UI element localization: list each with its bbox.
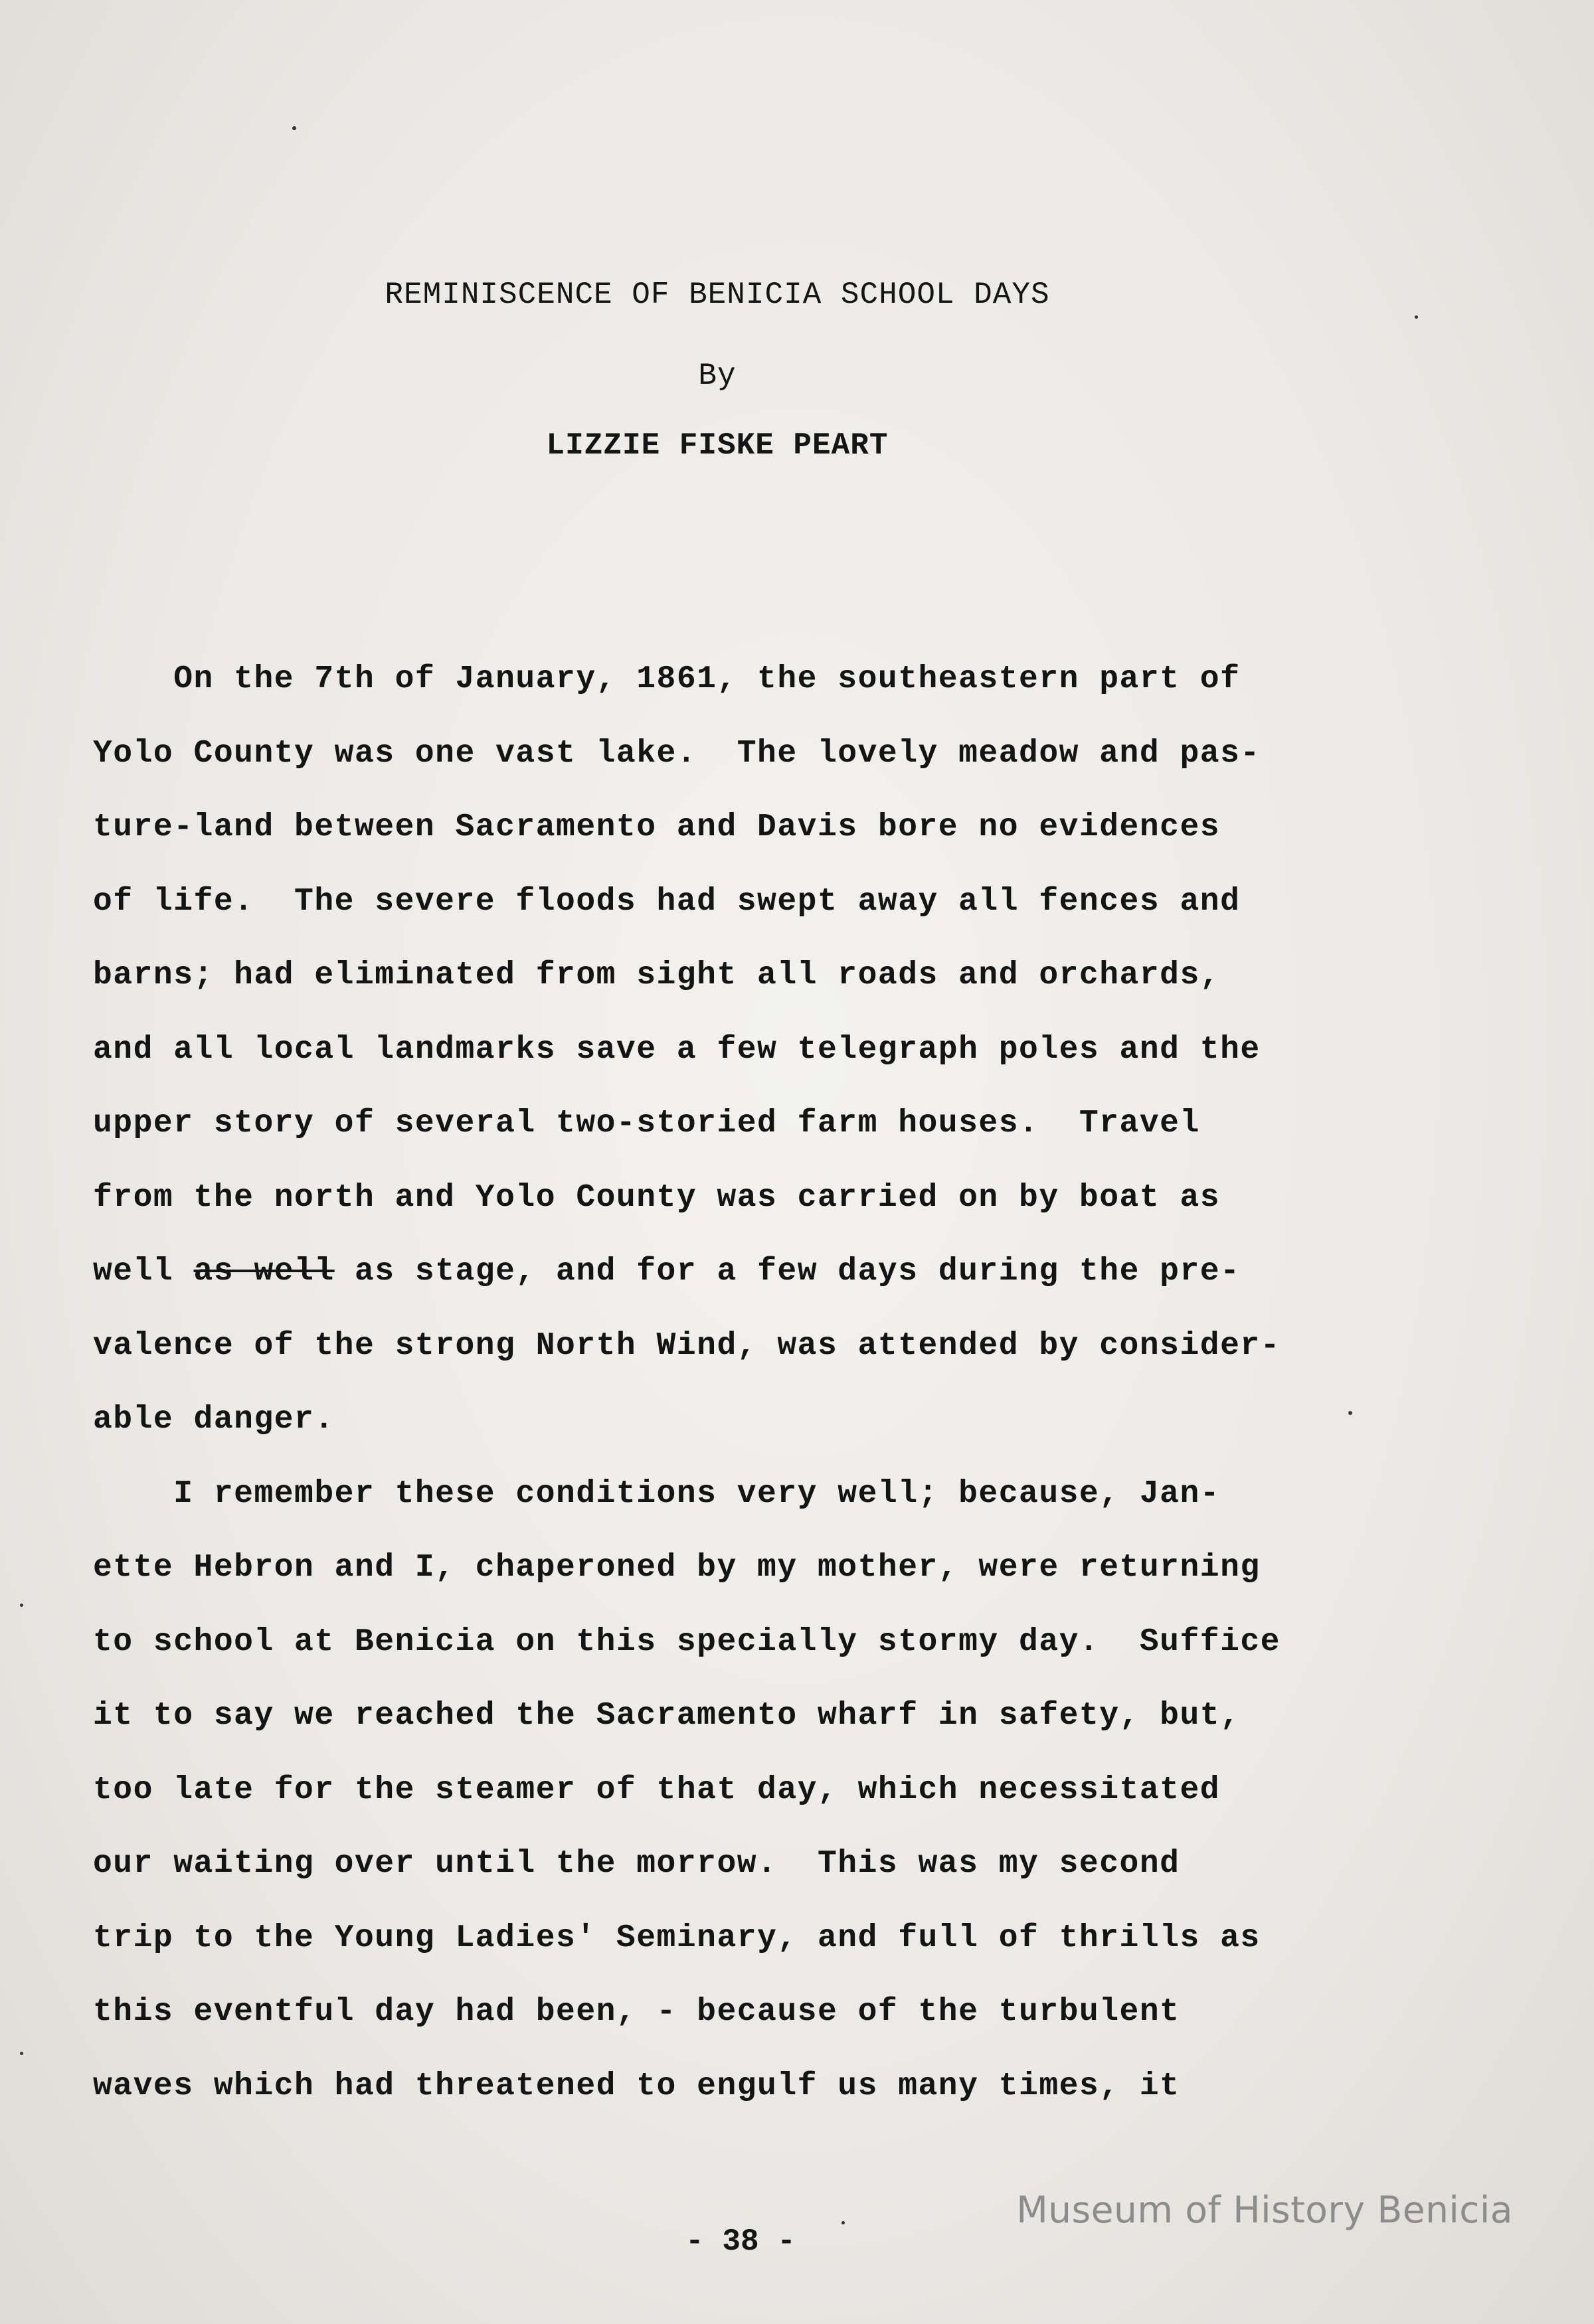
text-line: it to say we reached the Sacramento wharf in safety, but, bbox=[93, 1698, 1241, 1734]
document-title: REMINISCENCE OF BENICIA SCHOOL DAYS bbox=[385, 278, 1050, 312]
text-line: and all local landmarks save a few telegraph poles and the bbox=[93, 1031, 1261, 1068]
text-line: trip to the Young Ladies' Seminary, and full of thrills as bbox=[93, 1920, 1261, 1956]
text-line: I remember these conditions very well; because, Jan- bbox=[93, 1475, 1221, 1512]
body-text bbox=[93, 643, 1461, 2123]
text-line: too late for the steamer of that day, which necessitated bbox=[93, 1772, 1221, 1808]
text-line: upper story of several two-storied farm houses. Travel bbox=[93, 1106, 1200, 1141]
text-line: ette Hebron and I, chaperoned by my mother, were returning bbox=[93, 1550, 1261, 1586]
byline-label: By bbox=[698, 359, 737, 393]
text-line: this eventful day had been, - because of the turbulent bbox=[93, 1994, 1180, 2030]
struck-through-text: as well bbox=[193, 1254, 335, 1289]
museum-watermark: Museum of History Benicia bbox=[1016, 2189, 1513, 2231]
author-name: LIZZIE FISKE PEART bbox=[546, 428, 889, 463]
text-line: barns; had eliminated from sight all roads and orchards, bbox=[93, 957, 1221, 993]
text-line: Yolo County was one vast lake. The lovely meadow and pas- bbox=[93, 735, 1261, 772]
paper-speck bbox=[20, 1604, 23, 1607]
text-line: to school at Benicia on this specially stormy day. Suffice bbox=[93, 1623, 1281, 1660]
text-line: ture-land between Sacramento and Davis bore no evidences bbox=[93, 809, 1221, 845]
text-line: waves which had threatened to engulf us many times, it bbox=[93, 2068, 1180, 2104]
paper-speck bbox=[292, 126, 296, 130]
text-line: our waiting over until the morrow. This was my second bbox=[93, 1846, 1180, 1882]
paper-speck bbox=[1348, 1411, 1352, 1415]
text-line bbox=[93, 1235, 1461, 1309]
paper-speck bbox=[20, 2052, 23, 2055]
page-number: - 38 - bbox=[685, 2224, 796, 2259]
paper-speck bbox=[1415, 315, 1418, 319]
text-line: On the 7th of January, 1861, the southeastern part of bbox=[93, 661, 1241, 697]
text-line: able danger. bbox=[93, 1402, 335, 1438]
text-fragment: as stage, and for a few days during the pre- bbox=[354, 1254, 1241, 1289]
paper-speck bbox=[841, 2221, 845, 2224]
text-line: from the north and Yolo County was carried on by boat as bbox=[93, 1179, 1221, 1216]
text-line: of life. The severe floods had swept away all fences and bbox=[93, 883, 1241, 920]
text-fragment: well bbox=[93, 1254, 174, 1289]
text-line: valence of the strong North Wind, was attended by consider- bbox=[93, 1327, 1281, 1364]
